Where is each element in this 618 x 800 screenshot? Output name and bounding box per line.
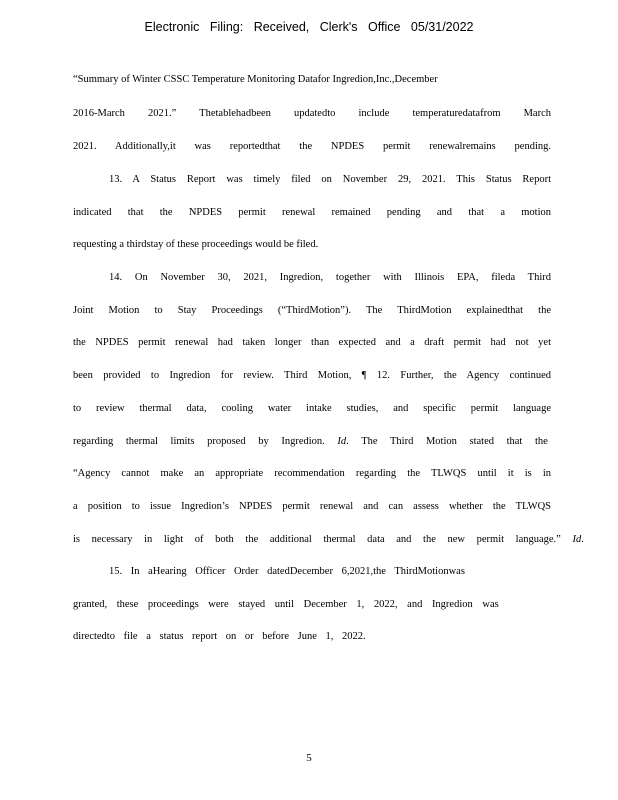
paragraph-14-line-4: been provided to Ingredion for review. Third Motion, ¶ 12. Further, the Agency continued <box>73 370 551 381</box>
paragraph-14-line-7: “Agency cannot make an appropriate recommendation regarding the TLWQS until it is in <box>73 468 551 479</box>
paragraph-12-line-3: 2021. Additionally,it was reportedthat the NPDES permit renewalremains pending. <box>73 141 551 152</box>
id-citation-2: Id <box>572 534 582 545</box>
paragraph-14-line-9-text: is necessary in light of both the additional thermal data and the new permit language.” <box>73 534 561 545</box>
paragraph-14-line-5: to review thermal data, cooling water intake studies, and specific permit language <box>73 403 551 414</box>
paragraph-12-line-1: “Summary of Winter CSSC Temperature Monitoring Datafor Ingredion,Inc.,December <box>73 74 438 85</box>
paragraph-14-line-6-text: regarding thermal limits proposed by Ingredion. <box>73 436 325 447</box>
id-citation: Id <box>337 436 347 447</box>
paragraph-15-line-2: granted, these proceedings were stayed until December 1, 2022, and Ingredion was <box>73 599 499 610</box>
paragraph-13-line-1: 13. A Status Report was timely filed on November 29, 2021. This Status Report <box>109 174 551 185</box>
paragraph-14-line-2: Joint Motion to Stay Proceedings (“ThirdMotion”). The ThirdMotion explainedthat the <box>73 305 551 316</box>
paragraph-12-line-2: 2016-March 2021.” Thetablehadbeen updatedto include temperaturedatafrom March <box>73 108 551 119</box>
paragraph-14-line-1: 14. On November 30, 2021, Ingredion, together with Illinois EPA, fileda Third <box>109 272 551 283</box>
paragraph-15-line-1: 15. In aHearing Officer Order datedDecember 6,2021,the ThirdMotionwas <box>109 566 465 577</box>
paragraph-13-line-2: indicated that the NPDES permit renewal remained pending and that a motion <box>73 207 551 218</box>
paragraph-15-line-3: directedto file a status report on or before June 1, 2022. <box>73 631 366 642</box>
paragraph-14-line-6 <box>73 435 551 449</box>
paragraph-14-line-6-tail: . The Third Motion stated that the <box>346 436 548 447</box>
filing-stamp-header: Electronic Filing: Received, Clerk's Office 05/31/2022 <box>144 20 474 34</box>
paragraph-14-line-3: the NPDES permit renewal had taken longer than expected and a draft permit had not yet <box>73 337 551 348</box>
paragraph-14-line-8: a position to issue Ingredion’s NPDES permit renewal and can assess whether the TLWQS <box>73 501 551 512</box>
paragraph-13-line-3: requesting a thirdstay of these proceedings would be filed. <box>73 239 319 250</box>
page-number: 5 <box>306 752 312 764</box>
paragraph-14-line-9: is necessary in light of both the additional thermal data and the new permit language.” Id. <box>73 534 584 545</box>
